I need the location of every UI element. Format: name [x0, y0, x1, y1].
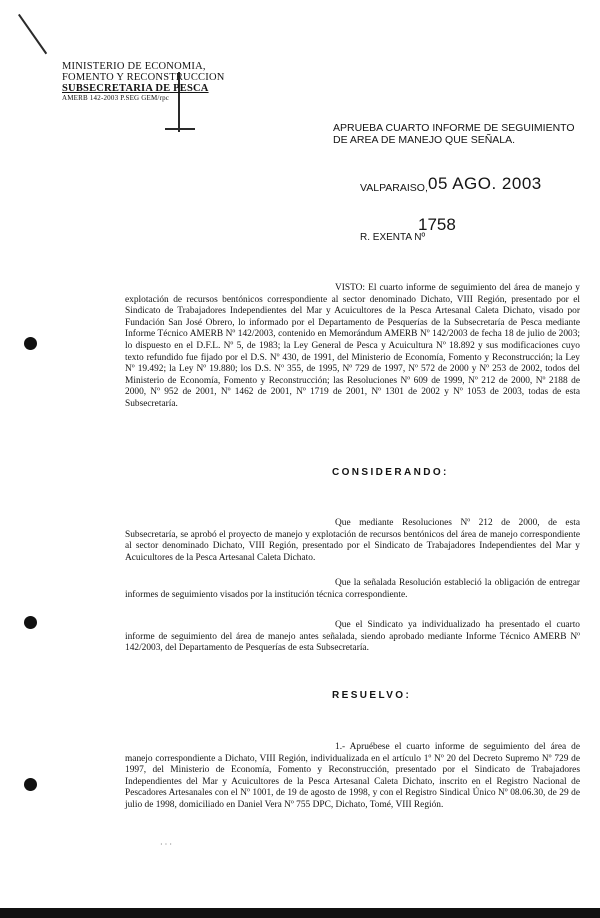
ministry-line: FOMENTO Y RECONSTRUCCION — [62, 72, 225, 83]
scan-mark — [18, 14, 47, 54]
resuelvo-heading: RESUELVO: — [332, 690, 412, 701]
scan-specks: · · · — [160, 840, 172, 849]
resolution-title — [333, 122, 575, 146]
considerando-heading: CONSIDERANDO: — [332, 467, 449, 478]
date-stamp: 05 AGO. 2003 — [428, 174, 542, 193]
ministry-line: SUBSECRETARIA DE PESCA — [62, 83, 209, 94]
scan-edge — [0, 908, 600, 918]
reference-code: AMERB 142-2003 P.SEG GEM/rpc — [62, 94, 170, 102]
title-line: DE AREA DE MANEJO QUE SEÑALA. — [333, 134, 516, 146]
considerando-paragraph: Que mediante Resoluciones Nº 212 de 2000, de esta Subsecretaría, se aprobó el proyecto de manejo y explotación de recursos bentónicos del área de manejo correspondiente al sector denominado Dichato, VIII Región, presentado por el Sindicato de Trabajadores Independientes del Mar y Acuicultores de la Pesca Artesanal Caleta Dichato. — [125, 518, 580, 563]
place-label: VALPARAISO, — [360, 182, 428, 194]
exenta-number: 1758 — [418, 215, 456, 234]
resuelvo-paragraph: 1.- Apruébese el cuarto informe de seguimiento del área de manejo correspondiente a Dichato, VIII Región, individualizada en el artículo 1º Nº 20 del Decreto Supremo Nº 729 de 1997, del Ministerio de Economía, Fomento y Reconstrucción, presentado por el Sindicato de Trabajadores Independientes del Mar y Acuicultores de la Pesca Artesanal Caleta Dichato, inscrito en el Registro Nacional de Pescadores Artesanales con el Nº 1001, de 19 de agosto de 1998, y con el Registro Sindical Único Nº 08.06.30, de 29 de julio de 1998, domiciliado en Daniel Vera Nº 755 DPC, Dichato, Tomé, VIII Región. — [125, 742, 580, 810]
exenta-label: R. EXENTA Nº — [360, 232, 426, 243]
ministry-block — [62, 61, 225, 103]
considerando-paragraph: Que la señalada Resolución estableció la obligación de entregar informes de seguimiento visados por la institución técnica correspondiente. — [125, 578, 580, 600]
visto-paragraph: VISTO: El cuarto informe de seguimiento del área de manejo y explotación de recursos bentónicos correspondiente al sector denominado Dichato, VIII Región, presentado por el Sindicato de Trabajadores Independientes del Mar y Acuicultores de la Pesca Artesanal Caleta Dichato, visado por Fundación San José Obrero, lo informado por el Departamento de Pesquerías de la Subsecretaría de Pesca mediante Informe Técnico AMERB Nº 142/2003, contenido en Memorándum AMERB Nº 142/2003 de fecha 18 de julio de 2003; lo dispuesto en el D.F.L. Nº 5, de 1983; la Ley General de Pesca y Acuicultura Nº 18.892 y sus modificaciones cuyo texto refundido fue fijado por el D.S. Nº 430, de 1991, del Ministerio de Economía, Fomento y Reconstrucción; la Ley Nº 19.492; la Ley Nº 19.880; los D.S. Nº 355, de 1995, Nº 729 de 1997, Nº 572 de 2000 y Nº 253 de 2002, todos del Ministerio de Economía, Fomento y Reconstrucción; las Resoluciones Nº 609 de 1999, Nº 212 de 2000, Nº 2188 de 2000, Nº 952 de 2001, Nº 1462 de 2001, Nº 1719 de 2001, Nº 1301 de 2002 y Nº 1053 de 2003, todas de esta Subsecretaría. — [125, 283, 580, 409]
punch-hole — [24, 337, 37, 350]
punch-hole — [24, 778, 37, 791]
considerando-paragraph: Que el Sindicato ya individualizado ha presentado el cuarto informe de seguimiento del área de manejo antes señalada, siendo aprobado mediante Informe Técnico AMERB Nº 142/2003, del Departamento de Pesquerías de esta Subsecretaría. — [125, 620, 580, 654]
punch-hole — [24, 616, 37, 629]
ministry-line: MINISTERIO DE ECONOMIA, — [62, 61, 206, 72]
title-line: APRUEBA CUARTO INFORME DE SEGUIMIENTO — [333, 122, 575, 134]
seal-stroke — [165, 128, 195, 130]
